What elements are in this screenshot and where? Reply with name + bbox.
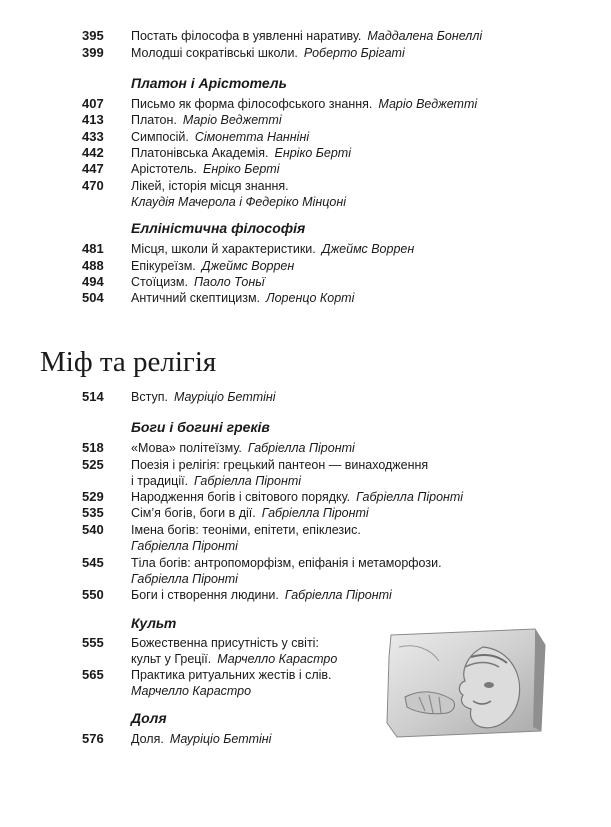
page-number: 555: [82, 635, 104, 650]
page-number: 413: [82, 112, 104, 127]
entry-title: Платонівська Академія.: [131, 146, 269, 160]
entry-author: Лоренцо Корті: [266, 291, 355, 305]
entry-title: Лікей, історія місця знання.: [131, 179, 289, 193]
section-title: Міф та релігія: [40, 346, 217, 378]
entry-author: Габріелла Піронті: [284, 588, 392, 602]
entry-author: Клаудія Мачерола і Федеріко Мінцоні: [131, 195, 346, 209]
entry-title: Арістотель.: [131, 162, 197, 176]
entry-author: Габріелла Піронті: [131, 572, 238, 586]
page-number: 481: [82, 241, 104, 256]
entry-title: Постать філософа в уявленні наративу.: [131, 29, 362, 43]
page-number: 399: [82, 45, 104, 60]
entry-author: Мауріціо Беттіні: [173, 390, 276, 404]
entry-author: Габріелла Піронті: [356, 490, 464, 504]
entry-title: Доля.: [131, 732, 164, 746]
entry-title: Епікуреїзм.: [131, 259, 196, 273]
page-number: 545: [82, 555, 104, 570]
page-number: 550: [82, 587, 104, 602]
entry-author: Джеймс Воррен: [321, 242, 415, 256]
entry-title: Народження богів і світового порядку.: [131, 490, 351, 504]
entry-title: Поезія і релігія: грецький пантеон — винаходження: [131, 458, 429, 472]
entry-title: Стоїцизм.: [131, 275, 188, 289]
page-number: 518: [82, 440, 104, 455]
entry-author: Марчелло Карастро: [217, 652, 338, 666]
entry-author: Сімонетта Нанніні: [194, 130, 310, 144]
entry-title: Божественна присутність у світі:: [131, 636, 319, 650]
entry-title: Античний скептицизм.: [131, 291, 261, 305]
page-number: 433: [82, 129, 104, 144]
entry-author: Джеймс Воррен: [201, 259, 295, 273]
page-number: 504: [82, 290, 104, 305]
entry-author: Маддалена Бонеллі: [367, 29, 483, 43]
entry-title-continued: і традиції.: [131, 474, 189, 488]
page-number: 525: [82, 457, 104, 472]
entry-title: Місця, школи й характеристики.: [131, 242, 316, 256]
entry-author: Мауріціо Беттіні: [169, 732, 272, 746]
page-number: 529: [82, 489, 104, 504]
entry-author: Габріелла Піронті: [247, 441, 355, 455]
entry-title: Вступ.: [131, 390, 168, 404]
page-number: 576: [82, 731, 104, 746]
page-number: 447: [82, 161, 104, 176]
page-number: 442: [82, 145, 104, 160]
subsection-heading: Боги і богині греків: [131, 419, 270, 435]
subsection-heading: Доля: [131, 710, 167, 726]
page-number: 514: [82, 389, 104, 404]
page-number: 488: [82, 258, 104, 273]
page-number: 535: [82, 505, 104, 520]
entry-author: Енріко Берті: [274, 146, 352, 160]
entry-author: Габріелла Піронті: [131, 539, 238, 553]
entry-title: Практика ритуальних жестів і слів.: [131, 668, 332, 682]
subsection-heading: Культ: [131, 615, 177, 631]
entry-author: Габріелла Піронті: [261, 506, 369, 520]
subsection-heading: Елліністична філософія: [131, 220, 306, 236]
stone-relief-head-icon: [385, 627, 547, 739]
page-number: 470: [82, 178, 104, 193]
page-number: 565: [82, 667, 104, 682]
entry-title: Молодші сократівські школи.: [131, 46, 298, 60]
page-number: 395: [82, 28, 104, 43]
entry-title: Боги і створення людини.: [131, 588, 279, 602]
entry-author: Паоло Тоньї: [193, 275, 265, 289]
entry-title: «Мова» політеїзму.: [131, 441, 242, 455]
entry-author: Марчелло Карастро: [131, 684, 252, 698]
entry-title: Тіла богів: антропоморфізм, епіфанія і метаморфози.: [131, 556, 442, 570]
entry-author: Енріко Берті: [202, 162, 280, 176]
entry-title: Імена богів: теоніми, епітети, епіклезис.: [131, 523, 361, 537]
entry-title-continued: культ у Греції.: [131, 652, 212, 666]
entry-author: Роберто Брігаті: [303, 46, 405, 60]
entry-title: Сім’я богів, боги в дії.: [131, 506, 256, 520]
entry-author: Габріелла Піронті: [194, 474, 302, 488]
page-number: 494: [82, 274, 104, 289]
entry-title: Симпосій.: [131, 130, 189, 144]
entry-author: Маріо Веджетті: [182, 113, 282, 127]
entry-title: Платон.: [131, 113, 177, 127]
page-number: 407: [82, 96, 104, 111]
subsection-heading: Платон і Арістотель: [131, 75, 287, 91]
entry-title: Письмо як форма філософського знання.: [131, 97, 373, 111]
page-number: 540: [82, 522, 104, 537]
entry-author: Маріо Веджетті: [378, 97, 478, 111]
